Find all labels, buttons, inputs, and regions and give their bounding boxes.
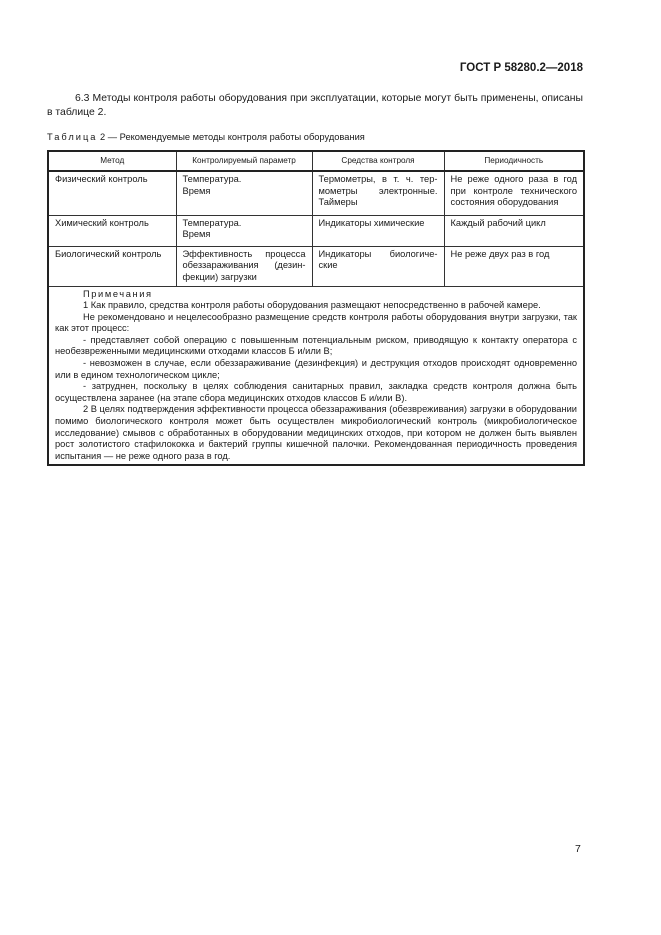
- table-caption-word: Таблица: [47, 132, 98, 142]
- cell-method: Биологический контроль: [48, 246, 176, 286]
- cell-method: Физический контроль: [48, 171, 176, 215]
- table-caption-text: 2 — Рекомендуемые методы контроля работы оборудования: [97, 132, 365, 142]
- table-caption: [47, 132, 365, 142]
- table-header-row: [48, 151, 584, 171]
- cell-period: Не реже двух раз в год: [444, 246, 584, 286]
- note-line: - представляет собой операцию с повышенным потенциальным риском, приводящую к контакту оператора с необезвреженными медицинскими отходами классов Б и/или В;: [55, 334, 577, 357]
- table-row: [48, 246, 584, 286]
- document-id: ГОСТ Р 58280.2—2018: [459, 62, 583, 74]
- note-line: 1 Как правило, средства контроля работы оборудования размещают непосредственно в рабочей камере.: [83, 300, 541, 311]
- table-notes: [48, 286, 584, 465]
- table-row: [48, 171, 584, 215]
- cell-means: Индикаторы химические: [312, 215, 444, 246]
- cell-parameter: Температура. Время: [176, 215, 312, 246]
- cell-parameter: Температура. Время: [176, 171, 312, 215]
- cell-parameter: Эффективность процесса обеззараживания (дезин-фекции) загрузки: [176, 246, 312, 286]
- notes-title: Примечания: [83, 288, 153, 299]
- methods-table: [47, 150, 585, 466]
- note-line: Не рекомендовано и нецелесообразно размещение средств контроля работы оборудования внутри загрузки, так как этот процесс:: [55, 311, 577, 334]
- column-header-method: Метод: [48, 151, 176, 171]
- table-row: [48, 215, 584, 246]
- cell-means: Индикаторы биологиче-ские: [312, 246, 444, 286]
- note-line: 2 В целях подтверждения эффективности процесса обеззараживания (обезвреживания) загрузки в оборудовании помимо биологического контроля может быть осуществлен микробиологический контроль (микробиологическое исследование) смывов с обработанных в оборудовании медицинских отходов, при котором не должен быть выявлен рост золотистого стафилококка и бактерий группы кишечной палочки. Рекомендованная периодичность проведения испытания — не реже одного раза в год.: [55, 404, 577, 461]
- note-line: - невозможен в случае, если обеззараживание (дезинфекция) и деструкция отходов происходят одновременно или в едином технологическом цикле;: [55, 358, 577, 380]
- cell-method: Химический контроль: [48, 215, 176, 246]
- intro-paragraph: 6.3 Методы контроля работы оборудования при эксплуатации, которые могут быть применены, описаны в таблице 2.: [47, 93, 583, 118]
- note-line: - затруднен, поскольку в целях соблюдения санитарных правил, закладка средств контроля должна быть осуществлена заранее (на этапе сбора медицинских отходов классов Б и/или В).: [55, 381, 577, 403]
- notes-row: [48, 286, 584, 465]
- cell-means: Термометры, в т. ч. тер-мометры электронные. Таймеры: [312, 171, 444, 215]
- cell-period: Не реже одного раза в год при контроле технического состояния оборудования: [444, 171, 584, 215]
- column-header-parameter: Контролируемый параметр: [176, 151, 312, 171]
- page-number: 7: [575, 843, 581, 855]
- column-header-period: Периодичность: [444, 151, 584, 171]
- column-header-means: Средства контроля: [312, 151, 444, 171]
- cell-period: Каждый рабочий цикл: [444, 215, 584, 246]
